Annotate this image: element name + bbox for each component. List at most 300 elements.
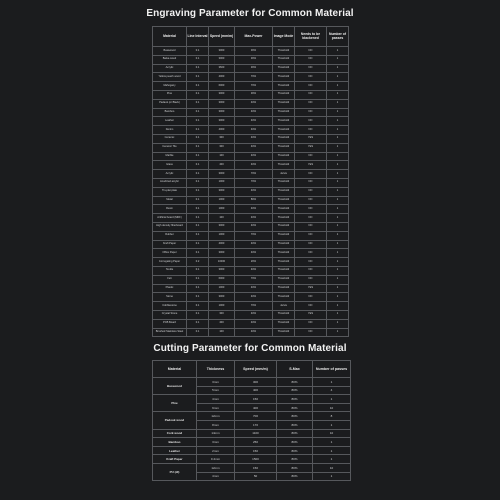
- value-cell: Threshold: [273, 205, 295, 214]
- table-row: [153, 412, 351, 421]
- value-cell: 50: [235, 472, 277, 481]
- value-cell: 12mm: [197, 412, 235, 421]
- material-cell: Basswood: [153, 378, 197, 395]
- value-cell: Threshold: [273, 231, 295, 240]
- value-cell: 80%: [277, 412, 313, 421]
- value-cell: NO: [295, 275, 327, 284]
- value-cell: 0.1: [187, 310, 209, 319]
- value-cell: 4mm: [197, 472, 235, 481]
- value-cell: 80%: [277, 395, 313, 404]
- value-cell: 40%: [235, 214, 273, 223]
- value-cell: NO: [295, 90, 327, 99]
- value-cell: 3000: [209, 47, 235, 56]
- value-cell: 100: [209, 152, 235, 161]
- value-cell: NO: [295, 222, 327, 231]
- material-cell: Leather: [153, 117, 187, 126]
- value-cell: 3000: [209, 249, 235, 258]
- value-cell: 1: [327, 284, 349, 293]
- value-cell: 100: [209, 328, 235, 337]
- value-cell: 1: [327, 55, 349, 64]
- material-cell: Acrylic: [153, 64, 187, 73]
- value-cell: Threshold: [273, 319, 295, 328]
- value-cell: NO: [295, 47, 327, 56]
- material-cell: Rubber: [153, 231, 187, 240]
- value-cell: Threshold: [273, 258, 295, 267]
- engraving-header-cell: Image Mode: [273, 27, 295, 47]
- material-cell: PCB Board: [153, 319, 187, 328]
- value-cell: 3000: [209, 222, 235, 231]
- cutting-table-body: [153, 378, 351, 481]
- cutting-table-header: [153, 361, 351, 378]
- value-cell: 30%: [235, 55, 273, 64]
- value-cell: 0.1: [187, 249, 209, 258]
- value-cell: Threshold: [273, 196, 295, 205]
- cutting-header-cell: Speed (mm/m): [235, 361, 277, 378]
- table-row: [153, 438, 351, 447]
- value-cell: 40%: [235, 152, 273, 161]
- value-cell: 70%: [235, 302, 273, 311]
- value-cell: 150: [235, 463, 277, 472]
- value-cell: 300: [235, 378, 277, 387]
- value-cell: 0.1: [187, 205, 209, 214]
- material-cell: Balsa wood: [153, 55, 187, 64]
- value-cell: 0.1: [187, 99, 209, 108]
- table-row: [153, 170, 349, 179]
- value-cell: Threshold: [273, 143, 295, 152]
- value-cell: 3000: [209, 55, 235, 64]
- engraving-table-title: Engraving Parameter for Common Material: [146, 8, 354, 19]
- value-cell: NO: [295, 55, 327, 64]
- material-cell: Pine: [153, 90, 187, 99]
- table-row: [153, 378, 351, 387]
- value-cell: 0.1: [187, 275, 209, 284]
- value-cell: Threshold: [273, 73, 295, 82]
- material-cell: PU (dl): [153, 463, 197, 480]
- material-cell: Brushed Stainless Steel: [153, 328, 187, 337]
- value-cell: 30%: [235, 64, 273, 73]
- value-cell: 80%: [277, 420, 313, 429]
- value-cell: 1: [327, 134, 349, 143]
- material-cell: Crystal Stone: [153, 310, 187, 319]
- value-cell: 20%: [235, 258, 273, 267]
- value-cell: 0.1: [187, 222, 209, 231]
- engraving-header-cell: Speed (mm/m): [209, 27, 235, 47]
- value-cell: 0.1: [187, 126, 209, 135]
- value-cell: 0.1: [187, 302, 209, 311]
- table-row: [153, 266, 349, 275]
- table-row: [153, 275, 349, 284]
- value-cell: 1: [327, 249, 349, 258]
- value-cell: 5mm: [197, 386, 235, 395]
- value-cell: 100: [209, 214, 235, 223]
- value-cell: 40%: [235, 99, 273, 108]
- material-cell: Tin-plat plate: [153, 187, 187, 196]
- value-cell: 40%: [235, 134, 273, 143]
- value-cell: 40%: [235, 126, 273, 135]
- value-cell: NO: [295, 152, 327, 161]
- value-cell: 1: [327, 143, 349, 152]
- value-cell: 0.1: [187, 196, 209, 205]
- table-row: [153, 328, 349, 337]
- value-cell: NO: [295, 302, 327, 311]
- value-cell: 8: [313, 412, 351, 421]
- table-row: [153, 134, 349, 143]
- cutting-header-cell: Number of passes: [313, 361, 351, 378]
- value-cell: 3mm: [197, 378, 235, 387]
- value-cell: 0.1: [187, 108, 209, 117]
- value-cell: NO: [295, 240, 327, 249]
- value-cell: 70%: [235, 178, 273, 187]
- value-cell: NO: [295, 64, 327, 73]
- value-cell: 1: [327, 187, 349, 196]
- value-cell: 0.1: [187, 55, 209, 64]
- value-cell: 1: [327, 161, 349, 170]
- value-cell: 1: [327, 222, 349, 231]
- value-cell: 0.1: [187, 170, 209, 179]
- value-cell: 1: [327, 178, 349, 187]
- value-cell: 0.1: [187, 266, 209, 275]
- value-cell: 1100: [235, 429, 277, 438]
- value-cell: 1000: [209, 284, 235, 293]
- table-row: [153, 117, 349, 126]
- value-cell: 70%: [235, 231, 273, 240]
- material-cell: Corrugating Paper: [153, 258, 187, 267]
- table-row: [153, 55, 349, 64]
- engraving-header-cell: Number of passes: [327, 27, 349, 47]
- table-row: [153, 249, 349, 258]
- value-cell: 0.1: [187, 134, 209, 143]
- value-cell: YES: [295, 284, 327, 293]
- material-cell: Ceramic: [153, 134, 187, 143]
- value-cell: 0.1: [187, 73, 209, 82]
- value-cell: 1: [327, 196, 349, 205]
- cutting-header-cell: Material: [153, 361, 197, 378]
- material-cell: Denim: [153, 126, 187, 135]
- value-cell: NO: [295, 187, 327, 196]
- value-cell: Threshold: [273, 187, 295, 196]
- table-row: [153, 90, 349, 99]
- value-cell: 40%: [235, 108, 273, 117]
- value-cell: Threshold: [273, 47, 295, 56]
- value-cell: 400: [209, 161, 235, 170]
- value-cell: 6000: [209, 275, 235, 284]
- value-cell: 1: [327, 214, 349, 223]
- value-cell: Threshold: [273, 222, 295, 231]
- material-cell: Office Paper: [153, 249, 187, 258]
- value-cell: 0.1: [187, 143, 209, 152]
- value-cell: Threshold: [273, 64, 295, 73]
- value-cell: 80%: [277, 455, 313, 464]
- value-cell: Jarvis: [273, 170, 295, 179]
- value-cell: NO: [295, 258, 327, 267]
- value-cell: 0.4mm: [197, 455, 235, 464]
- value-cell: 80%: [277, 386, 313, 395]
- value-cell: Threshold: [273, 108, 295, 117]
- value-cell: Threshold: [273, 328, 295, 337]
- value-cell: Threshold: [273, 266, 295, 275]
- value-cell: 80%: [235, 196, 273, 205]
- value-cell: 700: [235, 412, 277, 421]
- value-cell: 4: [313, 386, 351, 395]
- value-cell: 250: [235, 438, 277, 447]
- value-cell: 1: [327, 205, 349, 214]
- value-cell: 1: [327, 117, 349, 126]
- value-cell: 40%: [235, 161, 273, 170]
- material-cell: Pine: [153, 395, 197, 412]
- value-cell: NO: [295, 73, 327, 82]
- value-cell: 10: [313, 463, 351, 472]
- value-cell: 80%: [277, 403, 313, 412]
- table-row: [153, 196, 349, 205]
- value-cell: 3mm: [197, 438, 235, 447]
- value-cell: 0.1: [187, 328, 209, 337]
- cutting-table-title: Cutting Parameter for Common Material: [153, 343, 347, 354]
- value-cell: 0.1: [187, 47, 209, 56]
- value-cell: 70%: [235, 82, 273, 91]
- value-cell: 1: [327, 328, 349, 337]
- engraving-header-cell: Needs to be blackened: [295, 27, 327, 47]
- value-cell: 1: [313, 395, 351, 404]
- value-cell: 3000: [209, 90, 235, 99]
- value-cell: Jarvis: [273, 302, 295, 311]
- value-cell: 3000: [209, 117, 235, 126]
- value-cell: 80%: [277, 463, 313, 472]
- value-cell: 0.1: [187, 161, 209, 170]
- material-cell: Bamboo: [153, 108, 187, 117]
- value-cell: 0.1: [187, 117, 209, 126]
- value-cell: 80%: [277, 446, 313, 455]
- table-row: [153, 310, 349, 319]
- value-cell: 2mm: [197, 446, 235, 455]
- value-cell: 3000: [209, 266, 235, 275]
- value-cell: 0.1: [187, 82, 209, 91]
- value-cell: 0.1: [187, 319, 209, 328]
- value-cell: NO: [295, 170, 327, 179]
- value-cell: 1: [327, 90, 349, 99]
- value-cell: NO: [295, 319, 327, 328]
- value-cell: 0.1: [187, 64, 209, 73]
- table-row: [153, 143, 349, 152]
- material-cell: Yellow peach wood: [153, 73, 187, 82]
- value-cell: YES: [295, 143, 327, 152]
- value-cell: 400: [235, 403, 277, 412]
- material-cell: Padouk wood: [153, 412, 197, 429]
- value-cell: 0.1: [187, 240, 209, 249]
- value-cell: YES: [295, 310, 327, 319]
- value-cell: 1: [327, 170, 349, 179]
- cutting-header-cell: Thickness: [197, 361, 235, 378]
- value-cell: 70%: [235, 170, 273, 179]
- value-cell: 1500: [235, 455, 277, 464]
- value-cell: 1: [313, 446, 351, 455]
- cutting-parameter-table: [152, 360, 351, 481]
- value-cell: NO: [295, 82, 327, 91]
- table-row: [153, 463, 351, 472]
- value-cell: 1: [327, 240, 349, 249]
- value-cell: 1: [327, 231, 349, 240]
- value-cell: NO: [295, 231, 327, 240]
- value-cell: NO: [295, 205, 327, 214]
- material-cell: Metal: [153, 196, 187, 205]
- value-cell: 1: [313, 438, 351, 447]
- material-cell: Stone: [153, 293, 187, 302]
- value-cell: 1: [327, 99, 349, 108]
- value-cell: 40%: [235, 240, 273, 249]
- value-cell: Threshold: [273, 249, 295, 258]
- value-cell: Threshold: [273, 55, 295, 64]
- table-row: [153, 126, 349, 135]
- material-cell: Cobblestone: [153, 302, 187, 311]
- value-cell: 1: [327, 64, 349, 73]
- value-cell: 1: [327, 73, 349, 82]
- value-cell: 3000: [209, 99, 235, 108]
- value-cell: 40%: [235, 143, 273, 152]
- value-cell: 40%: [235, 117, 273, 126]
- table-row: [153, 205, 349, 214]
- value-cell: 6000: [209, 82, 235, 91]
- value-cell: 0.1: [187, 178, 209, 187]
- value-cell: 1: [327, 108, 349, 117]
- value-cell: 170: [235, 420, 277, 429]
- material-cell: Ceramic Tile: [153, 143, 187, 152]
- value-cell: 1: [313, 472, 351, 481]
- value-cell: 400: [209, 319, 235, 328]
- value-cell: 0.1: [187, 152, 209, 161]
- value-cell: 40%: [235, 284, 273, 293]
- engraving-header-cell: Material: [153, 27, 187, 47]
- table-row: [153, 302, 349, 311]
- table-row: [153, 161, 349, 170]
- value-cell: Threshold: [273, 214, 295, 223]
- table-row: [153, 99, 349, 108]
- value-cell: Threshold: [273, 117, 295, 126]
- value-cell: NO: [295, 99, 327, 108]
- value-cell: 9mm: [197, 403, 235, 412]
- value-cell: 1: [313, 420, 351, 429]
- material-cell: Cork wood: [153, 429, 197, 438]
- value-cell: 40%: [235, 328, 273, 337]
- value-cell: 1: [327, 293, 349, 302]
- value-cell: 40%: [235, 310, 273, 319]
- value-cell: 3600: [209, 64, 235, 73]
- value-cell: NO: [295, 126, 327, 135]
- value-cell: 1: [313, 455, 351, 464]
- value-cell: 300: [209, 134, 235, 143]
- table-row: [153, 73, 349, 82]
- material-cell: Glass: [153, 161, 187, 170]
- value-cell: 300: [209, 310, 235, 319]
- value-cell: Threshold: [273, 310, 295, 319]
- value-cell: NO: [295, 178, 327, 187]
- material-cell: Kraft Paper: [153, 455, 197, 464]
- value-cell: 40%: [235, 319, 273, 328]
- value-cell: 1000: [209, 302, 235, 311]
- material-cell: Textile: [153, 266, 187, 275]
- value-cell: 80%: [277, 438, 313, 447]
- table-row: [153, 284, 349, 293]
- engraving-header-cell: Max-Power: [235, 27, 273, 47]
- value-cell: 0.2: [187, 258, 209, 267]
- value-cell: Threshold: [273, 240, 295, 249]
- value-cell: NO: [295, 328, 327, 337]
- value-cell: 1000: [209, 231, 235, 240]
- value-cell: 80%: [277, 378, 313, 387]
- material-cell: Marble: [153, 152, 187, 161]
- value-cell: 0.1: [187, 214, 209, 223]
- value-cell: NO: [295, 214, 327, 223]
- table-row: [153, 178, 349, 187]
- value-cell: 40%: [235, 266, 273, 275]
- value-cell: Threshold: [273, 161, 295, 170]
- value-cell: Threshold: [273, 82, 295, 91]
- value-cell: 1: [327, 152, 349, 161]
- table-row: [153, 222, 349, 231]
- value-cell: 4000: [209, 240, 235, 249]
- material-cell: Mahogany: [153, 82, 187, 91]
- value-cell: 14mm: [197, 429, 235, 438]
- value-cell: 0.1: [187, 187, 209, 196]
- table-row: [153, 214, 349, 223]
- table-row: [153, 293, 349, 302]
- value-cell: NO: [295, 293, 327, 302]
- value-cell: 3000: [209, 293, 235, 302]
- value-cell: NO: [295, 266, 327, 275]
- value-cell: NO: [295, 108, 327, 117]
- table-row: [153, 446, 351, 455]
- value-cell: 40%: [235, 249, 273, 258]
- value-cell: 300: [209, 143, 235, 152]
- value-cell: 1: [327, 258, 349, 267]
- value-cell: Threshold: [273, 284, 295, 293]
- engraving-table-body: [153, 47, 349, 337]
- value-cell: 40%: [235, 222, 273, 231]
- table-row: [153, 429, 351, 438]
- value-cell: 0.1: [187, 90, 209, 99]
- material-cell: Resin: [153, 205, 187, 214]
- value-cell: 4000: [209, 73, 235, 82]
- material-cell: Bamboo: [153, 438, 197, 447]
- value-cell: 10000: [209, 258, 235, 267]
- value-cell: 30%: [235, 47, 273, 56]
- cutting-header-cell: S-Max: [277, 361, 313, 378]
- value-cell: 3000: [209, 108, 235, 117]
- value-cell: 400: [235, 386, 277, 395]
- value-cell: 1: [327, 302, 349, 311]
- value-cell: 4mm: [197, 395, 235, 404]
- value-cell: 1: [313, 378, 351, 387]
- engraving-parameter-table: [152, 26, 349, 337]
- value-cell: 10: [313, 429, 351, 438]
- value-cell: 30%: [235, 90, 273, 99]
- value-cell: Threshold: [273, 178, 295, 187]
- engraving-table-header: [153, 27, 349, 47]
- material-cell: Leather: [153, 446, 197, 455]
- value-cell: 40%: [235, 205, 273, 214]
- value-cell: 1: [327, 275, 349, 284]
- value-cell: 70%: [235, 73, 273, 82]
- value-cell: 0.1: [187, 231, 209, 240]
- value-cell: 4000: [209, 126, 235, 135]
- value-cell: 40%: [235, 293, 273, 302]
- value-cell: 8mm: [197, 420, 235, 429]
- material-cell: Kraft Paper: [153, 240, 187, 249]
- value-cell: Threshold: [273, 99, 295, 108]
- value-cell: Threshold: [273, 275, 295, 284]
- value-cell: 80%: [277, 429, 313, 438]
- table-row: [153, 64, 349, 73]
- value-cell: NO: [295, 196, 327, 205]
- value-cell: YES: [295, 161, 327, 170]
